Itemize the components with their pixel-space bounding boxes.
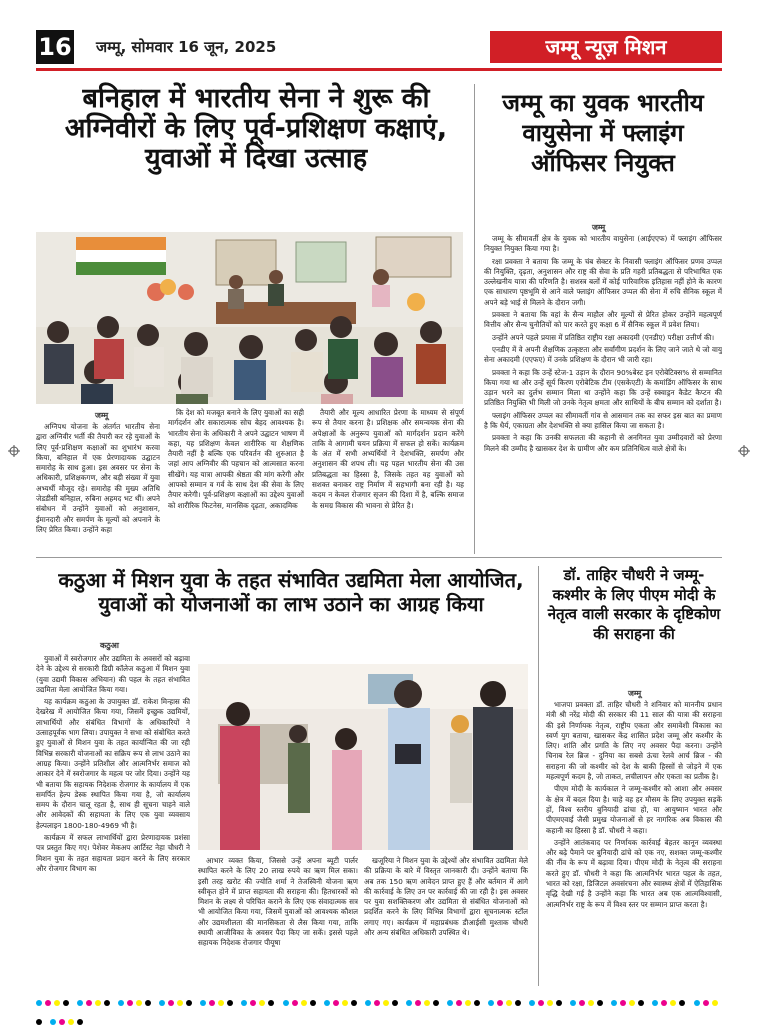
story4-para: उन्होंने आतंकवाद पर निर्णायक कार्रवाई बेहतर कानून व्यवस्था और बढ़े पैमाने पर बुनियादी ढांचे को एक नए, सशक्त जम्मू-कश्मीर की नींव के रूप में बढ़ावा दिया। पीएम मोदी के नेतृत्व की सराहना करते हुए डॉ. चौधरी ने कहा कि आत्मनिर्भर भारत पहल के तहत, भारत को रक्षा, डिजिटल अवसंरचना और स्वास्थ्य क्षेत्रों में ऐतिहासिक वृद्धि देखी गई है उन्होंने कहा कि भारत अब एक आत्मविश्वासी, आत्मनिर्भर राष्ट्र के रूप में विश्व स्तर पर सम्मान प्राप्त करता है। (546, 837, 722, 909)
story1-col2-text: कि देश को मजबूत बनाने के लिए युवाओं का सही मार्गदर्शन और सकारात्मक सोच बेहद आवश्यक है। भारतीय सेना के अधिकारी ने अपने उद्घाटन भाषण में कहा, यह प्रशिक्षण केवल शारीरिक या शैक्षणिक तैयारी नहीं है बल्कि एक परिवर्तन की शुरुआत है जहां आप अग्निवीर की पहचान को आत्मसात करना सीखेंगे। यह यात्रा आपकी श्रेष्ठता की मांग करेगी और आपको सम्मान व गर्व के साथ देश की सेवा के लिए तैयार करेगी। पूर्व-प्रशिक्षण कक्षाओं का उद्देश्य युवाओं को शारीरिक फिटनेस, मानसिक दृढ़ता, अकादमिक (168, 408, 304, 510)
column-divider (538, 566, 539, 986)
story2-para: प्रवक्ता ने कहा कि उन्हें स्टेज-1 उड़ान के दौरान 90%बेस्ट इन एरोबेटिक्स% से सम्मानित किया गया था और उन्हें सूर्य किरण एरोबेटिक टीम (एसकेएटी) के कमांडिंग ऑफिसर के साथ उड़ान भरने का दुर्लभ सम्मान मिला था उन्होंने कहा कि उन्हें स्क्वाड्रन कैडेट कैप्टन की प्रतिष्ठित नियुक्ति भी मिली जो उनके नेतृत्व क्षमता और साथियों के बीच सम्मान को दर्शाता है। (484, 367, 722, 408)
dateline: जम्मू, सोमवार 16 जून, 2025 (96, 38, 277, 56)
story1-headline: बनिहाल में भारतीय सेना ने शुरू की अग्निवीरों के लिए पूर्व-प्रशिक्षण कक्षाएं, युवाओं में दिखा उत्साह (64, 83, 448, 175)
story1-photo (36, 232, 463, 404)
story3-headline: कठुआ में मिशन युवा के तहत संभावित उद्यमिता मेला आयोजित, युवाओं को योजनाओं का लाभ उठाने का आग्रह किया (58, 568, 524, 617)
story1-column-3 (312, 408, 464, 570)
story4-headline: डॉ. ताहिर चौधरी ने जम्मू-कश्मीर के लिए पीएम मोदी के नेतृत्व वाली सरकार के दृष्टिकोण की सराहना की (547, 566, 721, 643)
story2-para: एनडीए में वे अपनी शैक्षणिक उत्कृष्टता और सर्वांगीण प्रदर्शन के लिए जाने जाते थे जो वायु सेना अकादमी (एएफए) में उनके प्रशिक्षण के दौरान भी जारी रहा। (484, 344, 722, 365)
story3-para: युवाओं में स्वरोजगार और उद्यमिता के अवसरों को बढ़ावा देने के उद्देश्य से सरकारी डिग्री कॉलेज कठुआ में मिशन युवा (युवा उद्यमी विकास अभियान) की पहल के तहत संभावित उद्यमिता मेला आयोजित किया गया। (36, 654, 190, 694)
section-divider (36, 557, 722, 558)
story2-headline: जम्मू का युवक भारतीय वायुसेना में फ्लाइंग ऑफिसर नियुक्त (502, 89, 704, 177)
story3-photo (198, 664, 528, 850)
story2-para: जम्मू के सीमावर्ती क्षेत्र के युवक को भारतीय वायुसेना (आईएएफ) में फ्लाइंग ऑफिसर नियुक्त नियुक्त किया गया है। (484, 234, 722, 254)
story3-para: यह कार्यक्रम कठुआ के उपायुक्त डॉ. राकेश मिन्हास की देखरेख में आयोजित किया गया, जिसमें इच्छुक उद्यमियों, लाभार्थियों और संबंधित विभागों के अधिकारियों ने उत्साहपूर्वक भाग लिया। उपायुक्त ने सभा को संबोधित करते हुए युवाओं से मिशन युवा के तहत कार्यान्वित की जा रही विभिन्न सरकारी योजनाओं का सक्रिय रूप से लाभ उठाने का आग्रह किया। उन्होंने प्रतिशील और आत्मनिर्भर समाज को आकार देने में स्वरोजगार के महत्व पर जोर दिया। उन्होंने यह भी बताया कि सहायक निदेशक रोजगार के कार्यालय में एक समर्पित हेल्प डेस्क स्थापित किया गया है, जो कार्यालय समय के दौरान चालू रहता है, साथ ही सूचना चाहने वाले और आवेदकों की सहायता के लिए एक युवा व्यवसाय हेल्पलाइन 1800-180-4969 भी है। (36, 697, 190, 830)
story2-body (484, 234, 722, 554)
story1-column-1 (36, 422, 160, 538)
story3-col3-text: खजूरिया ने मिशन युवा के उद्देश्यों और संभावित उद्यमिता मेले की प्रक्रिया के बारे में विस्तृत जानकारी दी। उन्होंने बताया कि अब तक 150 ऋण आवेदन प्राप्त हुए हैं और बर्तमान में आगे की कार्रवाई के लिए उन पर कार्रवाई की जा रही है। इस अवसर पर युवा सशक्तिकरण और उद्यमिता से संबंधित योजनाओं को प्रदर्शित करने के लिए विभिन्न विभागों द्वारा सूचनात्मक स्टॉल लगाए गए। कार्यक्रम में महाप्रबंधक डीआईसी मुश्ताक चौधरी और अन्य संबंधित अधिकारी उपस्थित थे। (364, 856, 528, 938)
story3-para: कार्यक्रम में सफल लाभार्थियों द्वारा प्रेरणादायक प्रशंसा पत्र प्रस्तुत किए गए। पेशेवर मेकअप आर्टिस्ट नेहा चौधरी ने मिशन युवा के तहत सहायता प्रदान करने के लिए सरकार और रोजगार विभाग का (36, 833, 190, 873)
story3-column-2 (198, 856, 358, 984)
story4-para: पीएम मोदी के कार्यकाल ने जम्मू-कश्मीर को आशा और अवसर के क्षेत्र में बदल दिया है। चाहे वह हर मौसम के लिए उपयुक्त सड़कें हों, विश्व स्तरीय बुनियादी ढांचा हो, या आयुष्मान भारत और पीएमएवाई जैसी प्रमुख योजनाओं से हर नागरिक अब विकास की कहानी का हिस्सा है डॉ. चौधरी ने कहा। (546, 784, 722, 835)
story2-para: उन्होंने अपने पहले प्रयास में प्रतिष्ठित राष्ट्रीय रक्षा अकादमी (एनडीए) परीक्षा उत्तीर्ण की। (492, 332, 715, 342)
story4-body (546, 700, 722, 984)
page-number: 16 (36, 30, 74, 64)
story3-column-3 (364, 856, 528, 984)
column-divider (474, 84, 475, 554)
story3-col2-text: आभार व्यक्त किया, जिससे उन्हें अपना ब्यूटी पार्लर स्थापित करने के लिए 20 लाख रुपये का ऋण मिल सका। इसी तरह खरोट की ज्योति शर्मा ने तेजस्विनी योजना ऋण स्वीकृत होने में प्राप्त सहायता की सराहना की। हितधारकों को मिशन के लक्ष्य से परिचित कराने के लिए एक संवादात्मक सत्र भी आयोजित किया गया, जिसमें युवाओं को आवश्यक कौशल और उद्यमशीलता की मानसिकता से लैस किया गया, ताकि स्थायी आजीविका के अवसर पैदा किए जा सकें। इससे पहले सहायक निदेशक रोजगार पीयूषा (198, 856, 358, 948)
story4-para: भाजपा प्रवक्ता डॉ. ताहिर चौधरी ने शनिवार को माननीय प्रधान मंत्री श्री नरेंद्र मोदी की सरकार की 11 साल की यात्रा की सराहना की इसे निर्णायक नेतृत्व, राष्ट्रीय एकता और समावेशी विकास का स्वर्ण युग बताया, खासकर केंद्र शासित प्रदेश जम्मू और कश्मीर के लिए। शांति और प्रगति के लिए नए अवसर पैदा करना। उन्होंने चिनाब रेल ब्रिज - दुनिया का सबसे ऊंचा रेलवे आर्च ब्रिज - की सराहना की जो कश्मीर को देश के बाकी हिस्सों से जोड़ने में एक महत्वपूर्ण कदम है, जो ताकत, लचीलापन और एकता का प्रतीक है। (546, 700, 722, 782)
story3-column-1 (36, 654, 190, 984)
story1-byline: जम्मू (95, 411, 109, 420)
story4-byline: जम्मू (628, 689, 642, 698)
story1-col1-text: अग्निपथ योजना के अंतर्गत भारतीय सेना द्वारा अग्निवीर भर्ती की तैयारी कर रहे युवाओं के लिए पूर्व-प्रशिक्षण कक्षाओं का शुभारंभ करवा किया, बनिहाल में एक प्रेरणादायक उद्घाटन समारोह के साथ हुआ। इस अवसर पर सेना के अधिकारी, प्रशिक्षकगण, और बड़ी संख्या में युवा अभ्यर्थी मौजूद रहे। समारोह की मुख्य अतिथि जेडडीसी बनिहाल, रुबिना अहमद भट थीं। अपने संबोधन में उन्होंने युवाओं को अनुशासन, ईमानदारी और समर्पण के मूल्यों को अपनाने के लिए प्रेरित किया। उन्होंने कहा (36, 422, 160, 534)
registration-mark-icon (738, 445, 750, 457)
masthead-brand: जम्मू न्यूज़ मिशन (490, 31, 722, 63)
header-rule (36, 68, 722, 71)
story1-col3-text: तैयारी और मूल्य आधारित प्रेरणा के माध्यम से संपूर्ण रूप से तैयार करना है। प्रशिक्षक और समन्वयक सेना की अपेक्षाओं के अनुरूप युवाओं को मार्गदर्शन प्रदान करेंगे ताकि वे आगामी चयन प्रक्रिया में सफल हो सकें। कार्यक्रम के अंत में सभी अभ्यर्थियों ने देशभक्ति, समर्पण और अनुशासन की शपथ ली। यह पहल भारतीय सेना की उस प्रतिबद्धता का हिस्सा है, जिसके तहत वह युवाओं को सशक्त बनाकर राष्ट्र निर्माण में सहभागी बना रही है। यह कदम न केवल रोजगार सृजन की दिशा में है, बल्कि समाज के समग्र विकास की भावना से प्रेरित है। (312, 408, 464, 510)
story2-para: रक्षा प्रवक्ता ने बताया कि जम्मू के चंब सेक्टर के निवासी फ्लाइंग ऑफिसर प्रणव उप्पल की नियुक्ति, दृढ़ता, अनुशासन और राष्ट्र की सेवा के प्रति गहरी प्रतिबद्धता से परिभाषित एक उल्लेखनीय यात्रा की परिणति है। सशस्त्र बलों में कोई पारिवारिक इतिहास नहीं होने के कारण एक साधारण पृष्ठभूमि से आने वाले फ्लाइंग ऑफिसर उप्पल की सेना में रुचि सैनिक स्कूल में अपने बड़े भाई से मिलने के दौरान जगी। (484, 256, 722, 307)
story2-para: फ्लाइंग ऑफिसर उप्पल का सीमावर्ती गांव से आसमान तक का सफर इस बात का प्रमाण है कि धैर्य, एकाग्रता और देशभक्ति से क्या हासिल किया जा सकता है। (484, 410, 722, 431)
story3-byline: कठुआ (100, 641, 119, 650)
story2-byline: जम्मू (592, 223, 606, 232)
story1-column-2 (168, 408, 304, 538)
registration-mark-icon (8, 445, 20, 457)
color-calibration-strip (36, 991, 722, 997)
story2-para: प्रवक्ता ने कहा कि उनकी सफलता की कहानी से अनगिनत युवा उम्मीदवारों को प्रेरणा मिलने की उम्मीद है खासकर देश के ग्रामीण और कम प्रतिनिधित्व वाले क्षेत्रों के। (484, 433, 722, 453)
story2-para: प्रवक्ता ने बताया कि वहां के सैन्य माहौल और मूल्यों से प्रेरित होकर उन्होंने महत्वपूर्ण वित्तीय और सैन्य चुनौतियों को पार करते हुए कक्षा 6 में सैनिक स्कूल में प्रवेश लिया। (484, 310, 722, 330)
